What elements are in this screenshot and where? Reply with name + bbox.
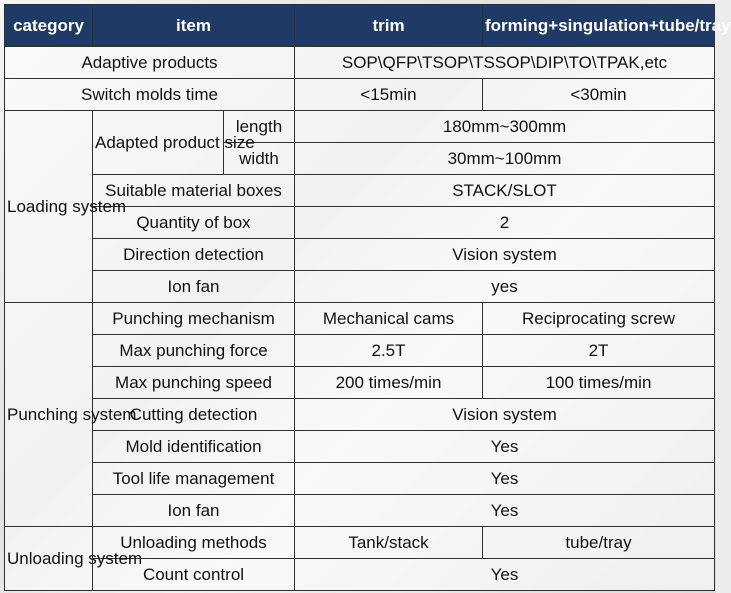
cutting-label: Cutting detection	[93, 399, 295, 431]
header-row	[5, 5, 715, 47]
switch-molds-forming: <30min	[483, 79, 715, 111]
force-forming: 2T	[483, 335, 715, 367]
loading-ion-fan-value: yes	[295, 271, 715, 303]
width-label: width	[224, 143, 295, 175]
table-row	[5, 79, 715, 111]
width-value: 30mm~100mm	[295, 143, 715, 175]
direction-value: Vision system	[295, 239, 715, 271]
punching-ion-fan-label: Ion fan	[93, 495, 295, 527]
count-control-label: Count control	[93, 559, 295, 591]
unloading-system-category: Unloading system	[5, 527, 93, 591]
force-label: Max punching force	[93, 335, 295, 367]
switch-molds-label: Switch molds time	[5, 79, 295, 111]
header-category: category	[5, 5, 93, 47]
loading-ion-fan-label: Ion fan	[93, 271, 295, 303]
table-row	[5, 527, 715, 559]
table-row	[5, 463, 715, 495]
mold-value: Yes	[295, 431, 715, 463]
boxes-label: Suitable material boxes	[93, 175, 295, 207]
tool-life-value: Yes	[295, 463, 715, 495]
cutting-value: Vision system	[295, 399, 715, 431]
length-value: 180mm~300mm	[295, 111, 715, 143]
switch-molds-trim: <15min	[295, 79, 483, 111]
count-control-value: Yes	[295, 559, 715, 591]
table-row	[5, 495, 715, 527]
table-row	[5, 335, 715, 367]
adapted-size-label: Adapted product size	[93, 111, 224, 175]
table-row	[5, 431, 715, 463]
spec-table	[4, 4, 731, 591]
table-row	[5, 367, 715, 399]
unloading-methods-trim: Tank/stack	[295, 527, 483, 559]
tool-life-label: Tool life management	[93, 463, 295, 495]
mechanism-forming: Reciprocating screw	[483, 303, 715, 335]
direction-label: Direction detection	[93, 239, 295, 271]
table-row	[5, 239, 715, 271]
table-row	[5, 47, 715, 79]
unloading-methods-forming: tube/tray	[483, 527, 715, 559]
adaptive-products-label: Adaptive products	[5, 47, 295, 79]
mechanism-label: Punching mechanism	[93, 303, 295, 335]
punching-ion-fan-value: Yes	[295, 495, 715, 527]
loading-system-category: Loading system	[5, 111, 93, 303]
header-trim: trim	[295, 5, 483, 47]
length-label: length	[224, 111, 295, 143]
mold-label: Mold identification	[93, 431, 295, 463]
quantity-value: 2	[295, 207, 715, 239]
quantity-label: Quantity of box	[93, 207, 295, 239]
unloading-methods-label: Unloading methods	[93, 527, 295, 559]
mechanism-trim: Mechanical cams	[295, 303, 483, 335]
adaptive-products-value: SOP\QFP\TSOP\TSSOP\DIP\TO\TPAK,etc	[295, 47, 715, 79]
boxes-value: STACK/SLOT	[295, 175, 715, 207]
header-forming: forming+singulation+tube/tray	[483, 5, 715, 47]
table-row	[5, 303, 715, 335]
speed-forming: 100 times/min	[483, 367, 715, 399]
speed-trim: 200 times/min	[295, 367, 483, 399]
speed-label: Max punching speed	[93, 367, 295, 399]
table-row	[5, 271, 715, 303]
punching-system-category: Punching system	[5, 303, 93, 527]
header-item: item	[93, 5, 295, 47]
force-trim: 2.5T	[295, 335, 483, 367]
table-row	[5, 111, 715, 143]
